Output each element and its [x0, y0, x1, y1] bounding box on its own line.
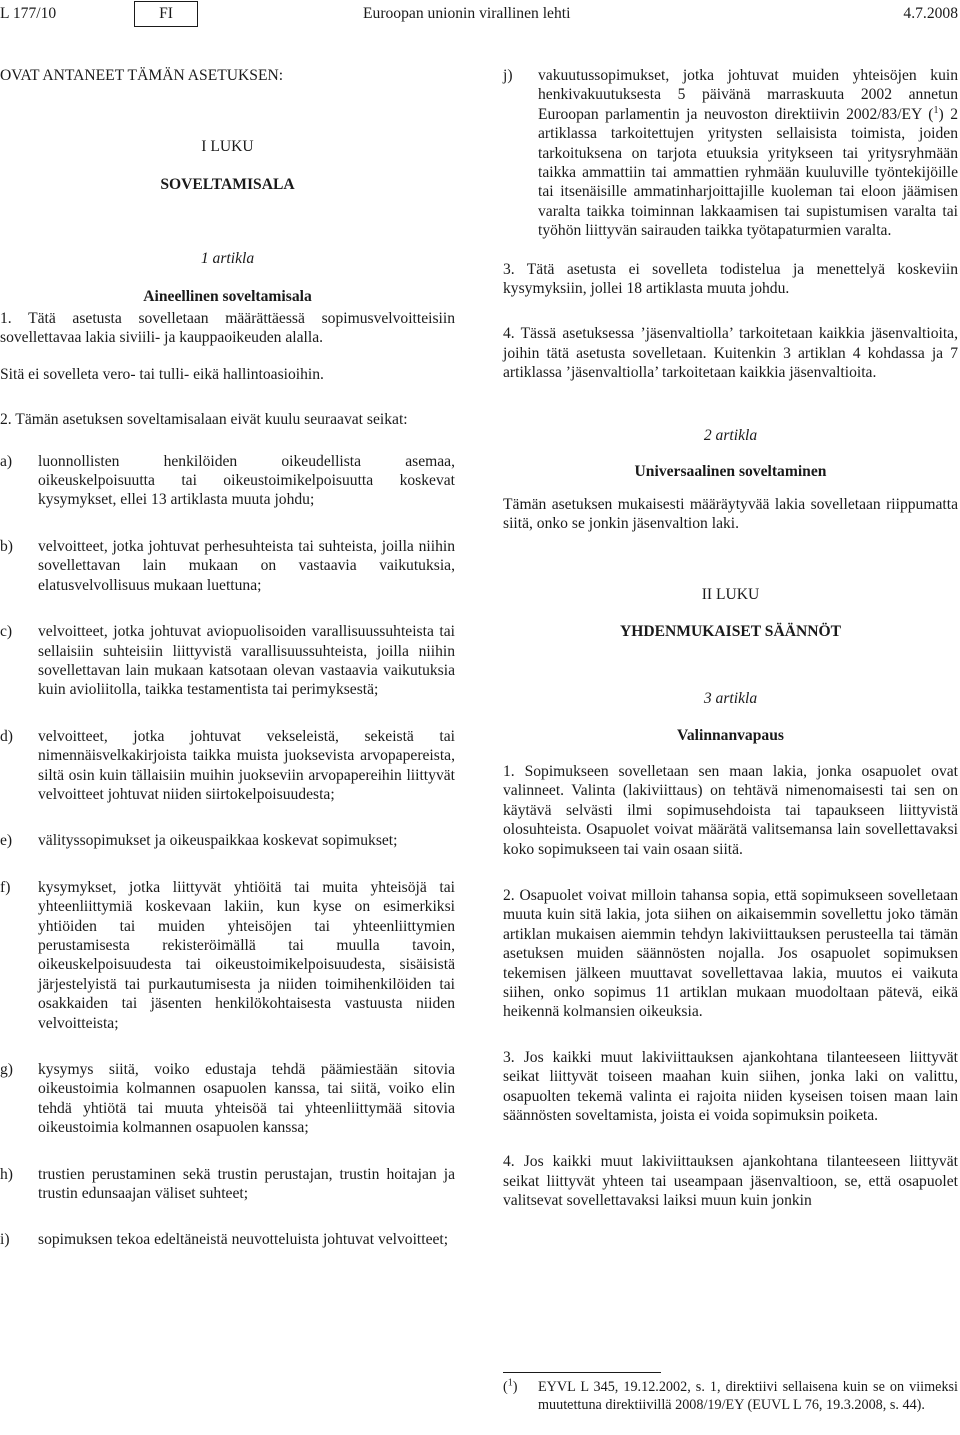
list-item-text	[538, 66, 958, 241]
footnote-number: 1	[507, 1377, 513, 1389]
article-number: 1 artikla	[200, 250, 255, 268]
article-title: Aineellinen soveltamisala	[143, 287, 312, 305]
list-item-label: f)	[0, 878, 11, 896]
list-item	[0, 878, 455, 1033]
paragraph: 4. Jos kaikki muut lakiviittauksen ajankohtana tilanteeseen liittyvät seikat liittyvät yhteen tai useampaan jäsenvaltioon, se, että osapuolet valitsevat sovellettavaksi laiksi muun kuin jonkin	[503, 1153, 958, 1210]
list-item-text-part: ) 2 artiklassa tarkoitettujen yritysten sellaisista toimista, joiden tarkoituksena on tarjota etuuksia yritykseen tai yritysryhmään taikka ammattiin tai ammattien ryhmään kuuluville työntekijöille tai itsenäisille ammatinharjoittajille kuoleman tai eloon jäämisen varalta taikka toiminnan lakkaamisen tai supistumisen varalta tai työhön liittyvän sairauden taikka työtapaturmien varalta.	[538, 105, 959, 240]
paragraph: Tämän asetuksen mukaisesti määräytyvää lakia sovelletaan riippumatta siitä, onko se jonkin jäsenvaltion laki.	[503, 495, 958, 532]
list-item	[503, 66, 958, 241]
footnote-label-part: (	[503, 1379, 508, 1395]
footnote-reference: 1	[933, 104, 939, 116]
paragraph: 2. Osapuolet voivat milloin tahansa sopia, että sopimukseen sovelletaan muuta kuin sitä lakia, jota siihen on aikaisemmin sovellettu joko tämän artiklan mukaisen aiemmin tehdyn lakiviittauksen perusteella tai tämän asetuksen muiden säännösten nojalla. Jos osapuolet sopimuksen tekemisen jälkeen muuttavat sovellettavaa lakia, muutos ei vaikuta siihen, onko sopimus 11 artiklan mukaan muodoltaan pätevä, eikä heikennä kolmansien oikeuksia.	[503, 886, 958, 1021]
article-number: 3 artikla	[703, 690, 758, 708]
chapter-heading: II LUKU	[701, 586, 760, 604]
chapter-heading: I LUKU	[201, 138, 254, 156]
article-title: Universaalinen soveltaminen	[634, 463, 827, 481]
page-header	[0, 0, 960, 30]
footnote-divider	[503, 1372, 661, 1373]
list-item-text: sopimuksen tekoa edeltäneistä neuvotteluista johtuvat velvoitteet;	[38, 1231, 449, 1249]
list-item-text: trustien perustaminen sekä trustin perustajan, trustin hoitajan ja trustin edunsaajan väliset suhteet;	[38, 1165, 455, 1203]
list-item-label: i)	[0, 1231, 10, 1249]
list-item	[0, 831, 455, 850]
footnote-label	[503, 1379, 538, 1414]
list-item	[0, 1230, 455, 1249]
list-item-text-part: vakuutussopimukset, jotka johtuvat muiden yhteisöjen kuin henkivakuutuksesta 5 päivänä marraskuuta 2002 annetun Euroopan parlamentin ja neuvoston direktiivin 2002/83/EY (	[538, 67, 958, 123]
list-item-label: d)	[0, 727, 13, 745]
publication-date: 4.7.2008	[903, 5, 958, 22]
list-item-text: kysymykset, jotka liittyvät yhtiöitä tai muita yhteisöjä tai yhteenliittymiä koskevaan lakiin, kun kyse on esimerkiksi yhtiöiden tai muiden yhteisöjen tai yhteenliittymien perustamisesta rekisteröimällä tai muulla tavoin, oikeuskelpoisuudesta tai oikeustoimikelpoisuudesta, sisäisistä järjestelyistä tai purkautumisesta ja niiden toimihenkilöiden tai osakkaiden tai jäsenten henkilökohtaisesta vastuusta niiden velvoitteista;	[38, 878, 455, 1032]
list-item-label: h)	[0, 1165, 13, 1183]
paragraph: 2. Tämän asetuksen soveltamisalaan eivät kuulu seuraavat seikat:	[0, 411, 408, 429]
list-item-text: välityssopimukset ja oikeuspaikkaa koskevat sopimukset;	[38, 832, 398, 850]
page-reference: L 177/10	[0, 5, 57, 22]
list-item	[0, 537, 455, 595]
list-item-label: e)	[0, 832, 13, 850]
paragraph: 1. Tätä asetusta sovelletaan määrättäessä sopimusvelvoitteisiin sovellettavaa lakia siviili- ja kauppaoikeuden alalla.	[0, 310, 455, 347]
footnote-text: EYVL L 345, 19.12.2002, s. 1, direktiivi sellaisena kuin se on viimeksi muutettuna direktiivillä 2008/19/EY (EUVL L 76, 19.3.2008, s. 44).	[538, 1379, 958, 1413]
chapter-title: YHDENMUKAISET SÄÄNNÖT	[619, 622, 842, 640]
list-item	[0, 1165, 455, 1204]
paragraph: 3. Tätä asetusta ei sovelleta todistelua ja menettelyä koskeviin kysymyksiin, jollei 18 artiklasta muuta johdu.	[503, 260, 958, 298]
list-item-text: velvoitteet, jotka johtuvat vekseleistä, sekeistä tai nimennäisvelkakirjoista taikka muista juoksevista arvopapereista, siltä osin kuin tällaisiin muihin juokseviin arvopapereihin liittyvät velvoitteet johtuvat niiden siirtokelpoisuudesta;	[38, 727, 455, 803]
list-item-label: b)	[0, 537, 13, 555]
right-column	[503, 66, 958, 1211]
list-item-label: j)	[503, 67, 513, 84]
chapter-title: SOVELTAMISALA	[160, 175, 295, 193]
list-item-label: c)	[0, 623, 13, 641]
list-item	[0, 622, 455, 700]
adoption-statement: OVAT ANTANEET TÄMÄN ASETUKSEN:	[0, 67, 284, 84]
list-item-text: kysymys siitä, voiko edustaja tehdä päämiestään sitovia oikeustoimia kolmannen osapuolen kanssa, tai siitä, voiko elin tehdä yhtiötä tai muuta yhteisöä tai yhteenliittymää sitovia oikeustoimia kolmannen osapuolen kanssa;	[38, 1061, 455, 1137]
list-item	[0, 1060, 455, 1138]
article-title: Valinnanvapaus	[677, 726, 784, 744]
paragraph: 4. Tässä asetuksessa ’jäsenvaltiolla’ tarkoitetaan kaikkia jäsenvaltioita, joihin tätä asetusta sovelletaan. Kuitenkin 3 artiklan 4 kohdassa ja 7 artiklassa ’jäsenvaltiolla’ tarkoitetaan kaikkia jäsenvaltioita.	[503, 325, 958, 382]
list-item-text: luonnollisten henkilöiden oikeudellista asemaa, oikeuskelpoisuutta tai oikeustoimikelpoisuutta koskevat kysymykset, ellei 13 artiklasta muuta johdu;	[38, 452, 455, 509]
paragraph: 1. Sopimukseen sovelletaan sen maan lakia, jonka osapuolet ovat valinneet. Valinta (lakiviittaus) on tehtävä nimenomaisesti tai sen on käytävä selvästi ilmi sopimusehdoista tai tapaukseen liittyvistä olosuhteista. Osapuolet voivat määrätä valitsemansa lain sovellettavaksi koko sopimukseen tai vain osaan siitä.	[503, 762, 958, 858]
language-code-box: FI	[134, 1, 198, 27]
paragraph: Sitä ei sovelleta vero- tai tulli- eikä hallintoasioihin.	[0, 365, 324, 383]
footnote-label-part: )	[512, 1379, 518, 1395]
left-column	[0, 66, 455, 1250]
footnote	[503, 1379, 958, 1414]
list-item-text: velvoitteet, jotka johtuvat perhesuhteista tai suhteista, joilla niihin sovellettavan lain mukaan on vastaavia vaikutuksia, elatusvelvollisuus mukaan luettuna;	[38, 537, 455, 594]
journal-title: Euroopan unionin virallinen lehti	[363, 5, 571, 22]
list-item	[0, 452, 455, 510]
list-item	[0, 727, 455, 805]
list-item-label: g)	[0, 1061, 13, 1078]
list-item-text: velvoitteet, jotka johtuvat aviopuolisoiden varallisuussuhteista tai sellaisiin suhteisiin liittyvistä varallisuussuhteista, joilla niihin sovellettavan lain mukaan katsotaan olevan vastaavia vaikutuksia kuin avioliitolla, taikka testamentista tai perimyksestä;	[38, 623, 455, 699]
list-item-label: a)	[0, 452, 13, 470]
article-number: 2 artikla	[703, 426, 758, 444]
paragraph: 3. Jos kaikki muut lakiviittauksen ajankohtana tilanteeseen liittyvät seikat liittyvät toiseen maahan kuin siihen, jonka laki on valittu, osapuolten tekemä valinta ei rajoita niiden kyseisen toisen maan lain säännösten soveltamista, joista ei voida sopimuksin poiketa.	[503, 1048, 958, 1125]
